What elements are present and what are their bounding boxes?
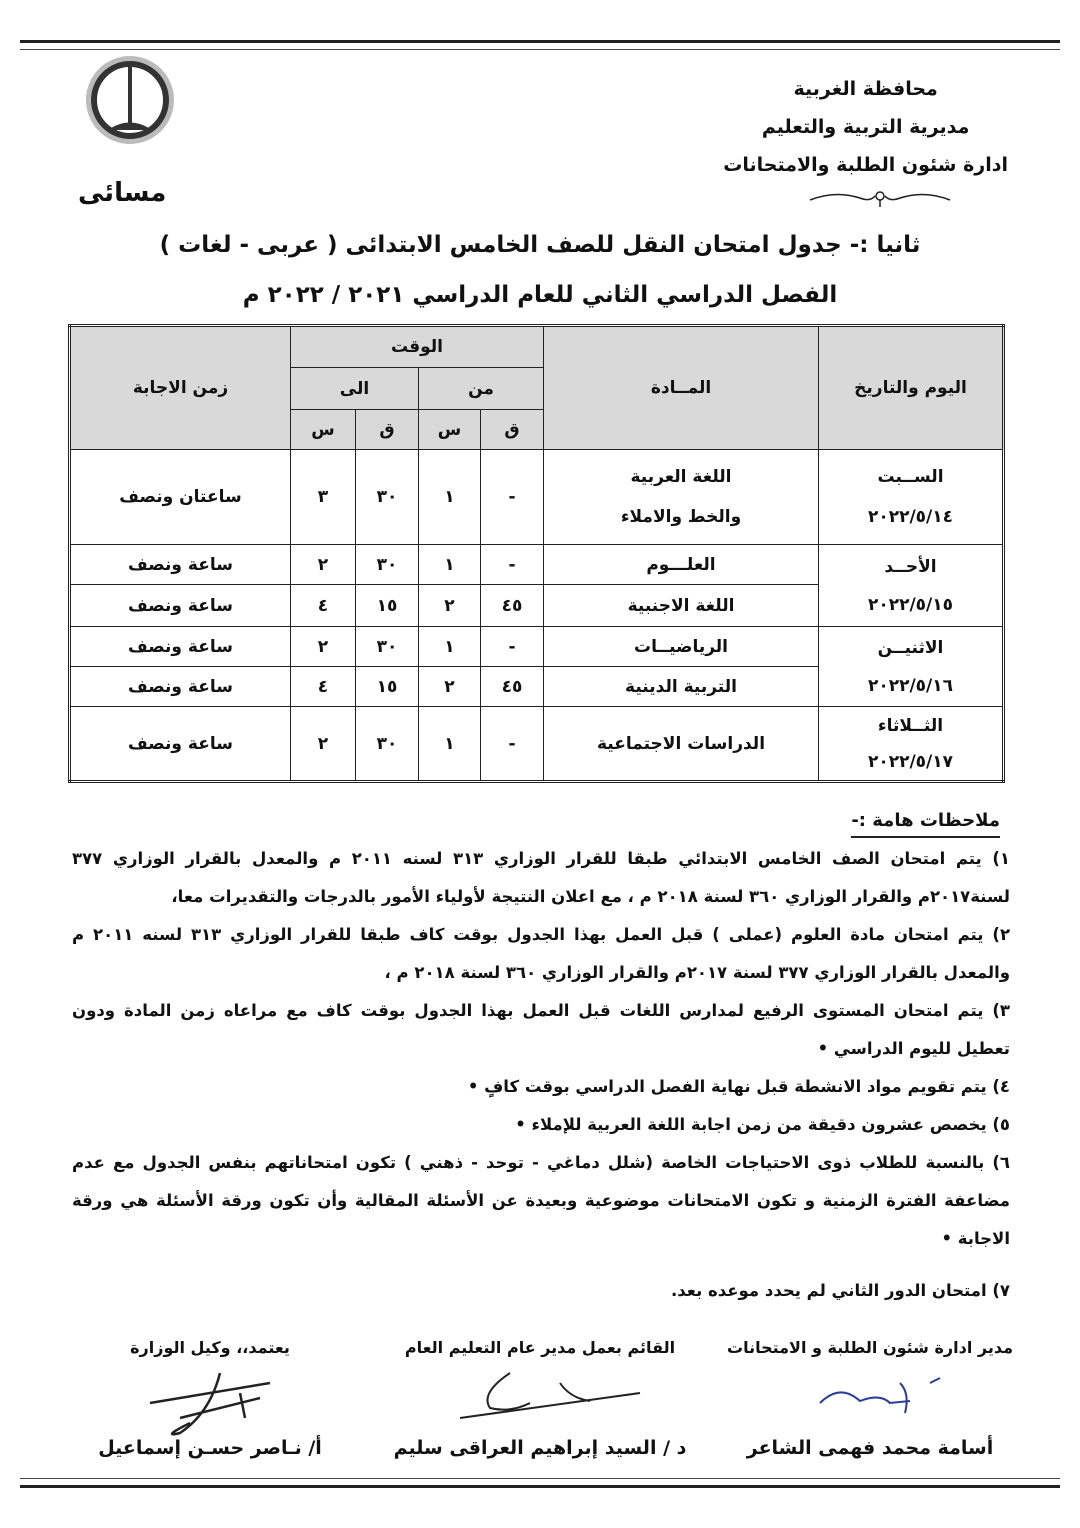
to-minute: ٣٠ bbox=[356, 450, 419, 545]
header-minute: ق bbox=[481, 410, 544, 450]
note-item: ٤) يتم تقويم مواد الانشطة قبل نهاية الفصل الدراسي بوقت كافٍ • bbox=[467, 1077, 1010, 1096]
table-row bbox=[70, 450, 1004, 545]
duration: ساعة ونصف bbox=[70, 667, 291, 707]
table-row bbox=[70, 707, 1004, 782]
from-minute: ٤٥ bbox=[481, 585, 544, 627]
signatory-name: أ/ نـاصر حسـن إسماعيل bbox=[98, 1437, 322, 1459]
handwritten-signature-icon bbox=[120, 1363, 320, 1443]
date: ٢٠٢٢/٥/١٥ bbox=[867, 594, 954, 615]
subject: اللغة العربية bbox=[630, 467, 732, 487]
handwritten-signature-icon bbox=[450, 1363, 650, 1423]
day-cell bbox=[819, 450, 1004, 545]
page-subtitle: الفصل الدراسي الثاني للعام الدراسي ٢٠٢١ / ٢٠٢٢ م bbox=[242, 282, 838, 308]
to-hour: ٢ bbox=[291, 707, 356, 782]
to-minute: ٣٠ bbox=[356, 627, 419, 667]
governorate: محافظة الغربية bbox=[793, 78, 938, 100]
header-time: الوقت bbox=[291, 326, 544, 368]
to-minute: ١٥ bbox=[356, 667, 419, 707]
to-minute: ٣٠ bbox=[356, 545, 419, 585]
header-from: من bbox=[419, 368, 544, 410]
day: الســبت bbox=[877, 467, 944, 487]
to-hour: ٢ bbox=[291, 627, 356, 667]
date: ٢٠٢٢/٥/١٧ bbox=[867, 751, 954, 772]
to-minute: ٣٠ bbox=[356, 707, 419, 782]
exam-schedule-table bbox=[68, 324, 1005, 783]
from-hour: ١ bbox=[419, 707, 481, 782]
signatory-name: د / السيد إبراهيم العراقى سليم bbox=[393, 1437, 687, 1459]
signatory-role: يعتمد،، وكيل الوزارة bbox=[130, 1338, 290, 1357]
from-minute: ٤٥ bbox=[481, 667, 544, 707]
day-cell bbox=[819, 627, 1004, 707]
to-hour: ٣ bbox=[291, 450, 356, 545]
to-minute: ١٥ bbox=[356, 585, 419, 627]
header-day-date: اليوم والتاريخ bbox=[819, 326, 1004, 450]
header-duration: زمن الاجابة bbox=[70, 326, 291, 450]
from-minute: - bbox=[481, 627, 544, 667]
subject: التربية الدينية bbox=[544, 667, 819, 707]
from-minute: - bbox=[481, 707, 544, 782]
subject-line2: والخط والاملاء bbox=[620, 507, 742, 527]
day: الاثنيــن bbox=[877, 637, 944, 658]
note-item: ٣) يتم امتحان المستوى الرفيع لمدارس اللغات قبل العمل بهذا الجدول بوقت كاف مع مراعاه زمن المادة ودون تعطيل لليوم الدراسي • bbox=[72, 1001, 1010, 1058]
note-item: ٧) امتحان الدور الثاني لم يحدد موعده بعد. bbox=[670, 1281, 1010, 1300]
table-row bbox=[70, 545, 1004, 585]
duration: ساعتان ونصف bbox=[70, 450, 291, 545]
day-cell bbox=[819, 707, 1004, 782]
to-hour: ٤ bbox=[291, 667, 356, 707]
note-item: ٦) بالنسبة للطلاب ذوى الاحتياجات الخاصة (شلل دماغي - توحد - ذهني ) تكون امتحاناتهم بنفس الجدول مع عدم مضاعفة الفترة الزمنية و تكون الامتحانات موضوعية وبعيدة عن الأسئلة المقالية وأن تكون ورقة الأسئلة هي ورقة الاجابة • bbox=[72, 1153, 1010, 1248]
handwritten-signature-icon bbox=[780, 1363, 960, 1423]
from-hour: ١ bbox=[419, 545, 481, 585]
day: الثــلاثاء bbox=[877, 715, 944, 736]
department: ادارة شئون الطلبة والامتحانات bbox=[723, 154, 1008, 176]
duration: ساعة ونصف bbox=[70, 707, 291, 782]
notes-section bbox=[72, 802, 1010, 1310]
page-title: ثانيا :- جدول امتحان النقل للصف الخامس الابتدائى ( عربى - لغات ) bbox=[159, 232, 921, 258]
from-minute: - bbox=[481, 450, 544, 545]
signatory-name: أسامة محمد فهمى الشاعر bbox=[746, 1437, 994, 1459]
from-hour: ٢ bbox=[419, 585, 481, 627]
signature-block-undersecretary bbox=[60, 1338, 360, 1459]
header-to: الى bbox=[291, 368, 419, 410]
directorate-logo-icon bbox=[82, 45, 178, 155]
ornament-icon bbox=[805, 188, 955, 208]
date: ٢٠٢٢/٥/١٤ bbox=[867, 507, 954, 527]
note-item: ٢) يتم امتحان مادة العلوم (عملى ) قبل العمل بهذا الجدول بوقت كاف طبقا للقرار الوزاري ٣١٣ لسنه ٢٠١١ م والمعدل بالقرار الوزاري ٣٧٧ لسنة ٢٠١٧م والقرار الوزاري ٣٦٠ لسنة ٢٠١٨ م ، bbox=[72, 925, 1011, 982]
subject-cell bbox=[544, 450, 819, 545]
notes-title: ملاحظات هامة :- bbox=[851, 806, 1000, 838]
letterhead bbox=[723, 70, 1008, 184]
session-label: مسائى bbox=[78, 178, 167, 208]
subject: الدراسات الاجتماعية bbox=[544, 707, 819, 782]
duration: ساعة ونصف bbox=[70, 627, 291, 667]
note-item: ٥) يخصص عشرون دقيقة من زمن اجابة اللغة العربية للإملاء • bbox=[515, 1115, 1010, 1134]
date: ٢٠٢٢/٥/١٦ bbox=[867, 675, 954, 696]
from-hour: ١ bbox=[419, 627, 481, 667]
subject: اللغة الاجنبية bbox=[544, 585, 819, 627]
signature-block-exams-director bbox=[720, 1338, 1020, 1459]
bottom-border bbox=[20, 1478, 1060, 1488]
header-minute: ق bbox=[356, 410, 419, 450]
header-hour: س bbox=[419, 410, 481, 450]
note-item: ١) يتم امتحان الصف الخامس الابتدائي طبقا للقرار الوزاري ٣١٣ لسنه ٢٠١١ م والمعدل بالقرار الوزاري ٣٧٧ لسنة٢٠١٧م والقرار الوزاري ٣٦٠ لسنة ٢٠١٨ م ، مع اعلان النتيجة لأولياء الأمور بالدرجات والتقديرات معا، bbox=[72, 849, 1010, 906]
duration: ساعة ونصف bbox=[70, 585, 291, 627]
signature-block-general-director bbox=[390, 1338, 690, 1459]
day-cell bbox=[819, 545, 1004, 627]
subject: العلـــوم bbox=[544, 545, 819, 585]
to-hour: ٢ bbox=[291, 545, 356, 585]
directorate: مديرية التربية والتعليم bbox=[761, 116, 970, 138]
header-subject: المــادة bbox=[544, 326, 819, 450]
signatory-role: مدير ادارة شئون الطلبة و الامتحانات bbox=[726, 1338, 1013, 1357]
signatory-role: القائم بعمل مدير عام التعليم العام bbox=[404, 1338, 676, 1357]
duration: ساعة ونصف bbox=[70, 545, 291, 585]
day: الأحــد bbox=[884, 556, 937, 577]
header-hour: س bbox=[291, 410, 356, 450]
subject: الرياضيــات bbox=[544, 627, 819, 667]
from-minute: - bbox=[481, 545, 544, 585]
table-row bbox=[70, 627, 1004, 667]
from-hour: ١ bbox=[419, 450, 481, 545]
from-hour: ٢ bbox=[419, 667, 481, 707]
to-hour: ٤ bbox=[291, 585, 356, 627]
